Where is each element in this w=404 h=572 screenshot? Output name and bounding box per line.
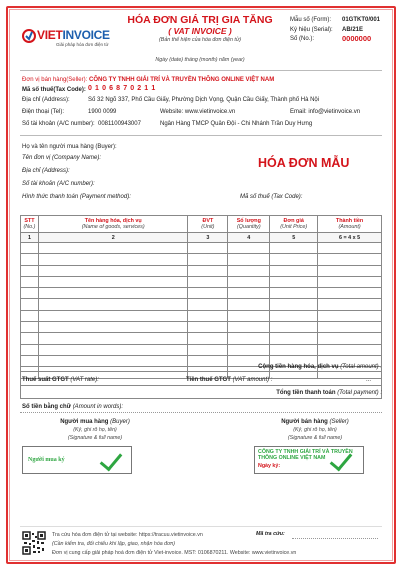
form-value: 01GTKT0/001 [342, 17, 381, 23]
footer-provider: Đơn vị cung cấp giải pháp hoá đơn điện tử Viet-invoice. MST: 0106870211. Website: www.vietinvoice.vn [52, 550, 297, 556]
seller-tel-value: 1900 0099 [88, 109, 117, 115]
seller-signature-box [254, 446, 364, 474]
seller-signature-title: Người bán hàng (Seller) [281, 419, 349, 425]
col-no: STT (No.) [21, 216, 39, 233]
logo [22, 26, 118, 50]
invoice-date: Ngày (date) tháng (month) năm (year) [155, 57, 245, 63]
table-row [21, 322, 382, 333]
table-row [21, 288, 382, 299]
buyer-tax-label: Mã số thuế (Tax Code): [240, 194, 303, 200]
invoice-subtitle: ( VAT INVOICE ) [168, 26, 232, 36]
divider [20, 70, 382, 71]
seller-address-label: Địa chỉ (Address): [22, 97, 70, 103]
serial-label: Ký hiệu (Serial): [290, 27, 333, 33]
col-amount: Thành tiền (Amount) [318, 216, 382, 233]
form-label: Mẫu số (Form): [290, 17, 332, 23]
footer-lookup-text: Tra cứu hóa đơn điện tử tại website: https://tracuu.vietinvoice.vn [52, 532, 203, 538]
buyer-signature-box [22, 446, 132, 474]
seller-bank-value: Ngân Hàng TMCP Quân Đội - Chi Nhánh Trần Duy Hưng [160, 121, 313, 127]
vat-amount-sub: (VAT amount) : [232, 377, 273, 383]
table-row [21, 265, 382, 276]
seller-tel-label: Điện thoại (Tel): [22, 109, 65, 115]
vat-amount-value: ... [366, 377, 372, 383]
number-value: 0000000 [342, 34, 372, 43]
logo-icon [22, 29, 36, 43]
col-unit-price: Đơn giá (Unit Price) [270, 216, 318, 233]
subtotal-label: Cộng tiền hàng hóa, dịch vụ [258, 364, 339, 370]
table-row [21, 344, 382, 355]
buyer-name-label: Họ và tên người mua hàng (Buyer): [22, 144, 117, 150]
invoice-note: (Bản thể hiện của hóa đơn điện tử) [159, 37, 241, 43]
seller-signature-date: Ngày ký: [258, 463, 281, 469]
table-row [21, 276, 382, 287]
buyer-account-label: Số tài khoản (A/C number): [22, 181, 95, 187]
total-sub: (Total payment) : [337, 390, 382, 396]
seller-signature-company: CÔNG TY TNHH GIẢI TRÍ VÀ TRUYỀN THÔNG ONLINE VIỆT NAM [258, 449, 353, 461]
amount-words-label: Số tiền bằng chữ [22, 404, 72, 410]
seller-email: Email: info@vietinvoice.vn [290, 109, 361, 115]
divider [20, 135, 382, 136]
subtotal-box [20, 359, 382, 372]
vat-amount-row [186, 376, 272, 384]
seller-website: Website: www.vietinvoice.vn [160, 109, 236, 115]
items-table [20, 215, 382, 379]
table-row [21, 333, 382, 344]
vat-rate-sub: (VAT rate): [70, 377, 99, 383]
table-row [21, 299, 382, 310]
table-row [21, 243, 382, 254]
subtotal-sub: (Total amount) : [340, 364, 382, 370]
seller-account-label: Số tài khoản (A/C number): [22, 121, 95, 127]
seller-tax-value: 0 1 0 6 8 7 0 2 1 1 [88, 85, 156, 92]
serial-value: AB/21E [342, 27, 364, 33]
buyer-address-label: Địa chỉ (Address): [22, 168, 70, 174]
footer-lookup-code-label: Mã tra cứu: [256, 531, 285, 537]
seller-name-row [22, 76, 382, 84]
vat-rate-label: Thuế suất GTGT [22, 377, 69, 383]
logo-tagline: Giải pháp hóa đơn điện tử [56, 42, 109, 47]
amount-words-sub: (Amount in words): [72, 404, 124, 410]
qr-code-icon [22, 531, 46, 555]
seller-account-value: 0081100943007 [98, 121, 141, 127]
sample-stamp: HÓA ĐƠN MẪU [258, 156, 350, 170]
amount-words-line [20, 412, 382, 413]
buyer-signature-text: Người mua ký [28, 457, 65, 463]
invoice-title: HÓA ĐƠN GIÁ TRỊ GIA TĂNG [127, 14, 273, 26]
logo-text-left: VIET [37, 28, 63, 42]
col-name: Tên hàng hóa, dịch vụ (Name of goods, services) [38, 216, 187, 233]
footer-check-note: (Cần kiểm tra, đối chiếu khi lập, giao, nhận hóa đơn) [52, 541, 176, 547]
table-number-row: 1 2 3 4 5 6 = 4 x 5 [21, 233, 382, 243]
seller-name-label: Đơn vị bán hàng(Seller): [22, 77, 88, 83]
seller-signature-note-en: (Signature & full name) [287, 435, 343, 441]
seller-signature-note: (Ký, ghi rõ họ, tên) [293, 427, 337, 433]
buyer-signature-note: (Ký, ghi rõ họ, tên) [73, 427, 117, 433]
buyer-payment-label: Hình thức thanh toán (Payment method): [22, 194, 131, 200]
buyer-check-icon [100, 448, 123, 472]
table-row [21, 254, 382, 265]
total-row [20, 389, 382, 397]
buyer-signature-title: Người mua hàng (Buyer) [60, 419, 130, 425]
col-quantity: Số lượng (Quantity) [228, 216, 270, 233]
seller-name-value: CÔNG TY TNHH GIẢI TRÍ VÀ TRUYỀN THÔNG ONLINE VIỆT NAM [88, 77, 275, 83]
number-label: Số (No.): [290, 36, 315, 42]
logo-text-right: INVOICE [62, 28, 110, 42]
buyer-company-label: Tên đơn vị (Company Name): [22, 155, 101, 161]
vat-rate-row [22, 376, 99, 384]
footer-divider [20, 526, 382, 527]
total-label: Tổng tiền thanh toán [276, 390, 336, 396]
seller-address-value: Số 32 Ngõ 337, Phố Cầu Giấy, Phường Dịch Vọng, Quận Cầu Giấy, Thành phố Hà Nội [88, 97, 320, 103]
footer-lookup-code-line [292, 538, 378, 539]
seller-tax-label: Mã số thuế(Tax Code): [22, 87, 86, 93]
vat-amount-label: Tiền thuế GTGT [186, 377, 231, 383]
amount-words-row [22, 403, 123, 411]
buyer-signature-note-en: (Signature & full name) [67, 435, 123, 441]
col-unit: ĐVT (Unit) [188, 216, 228, 233]
table-row [21, 310, 382, 321]
table-header-row [21, 216, 382, 233]
